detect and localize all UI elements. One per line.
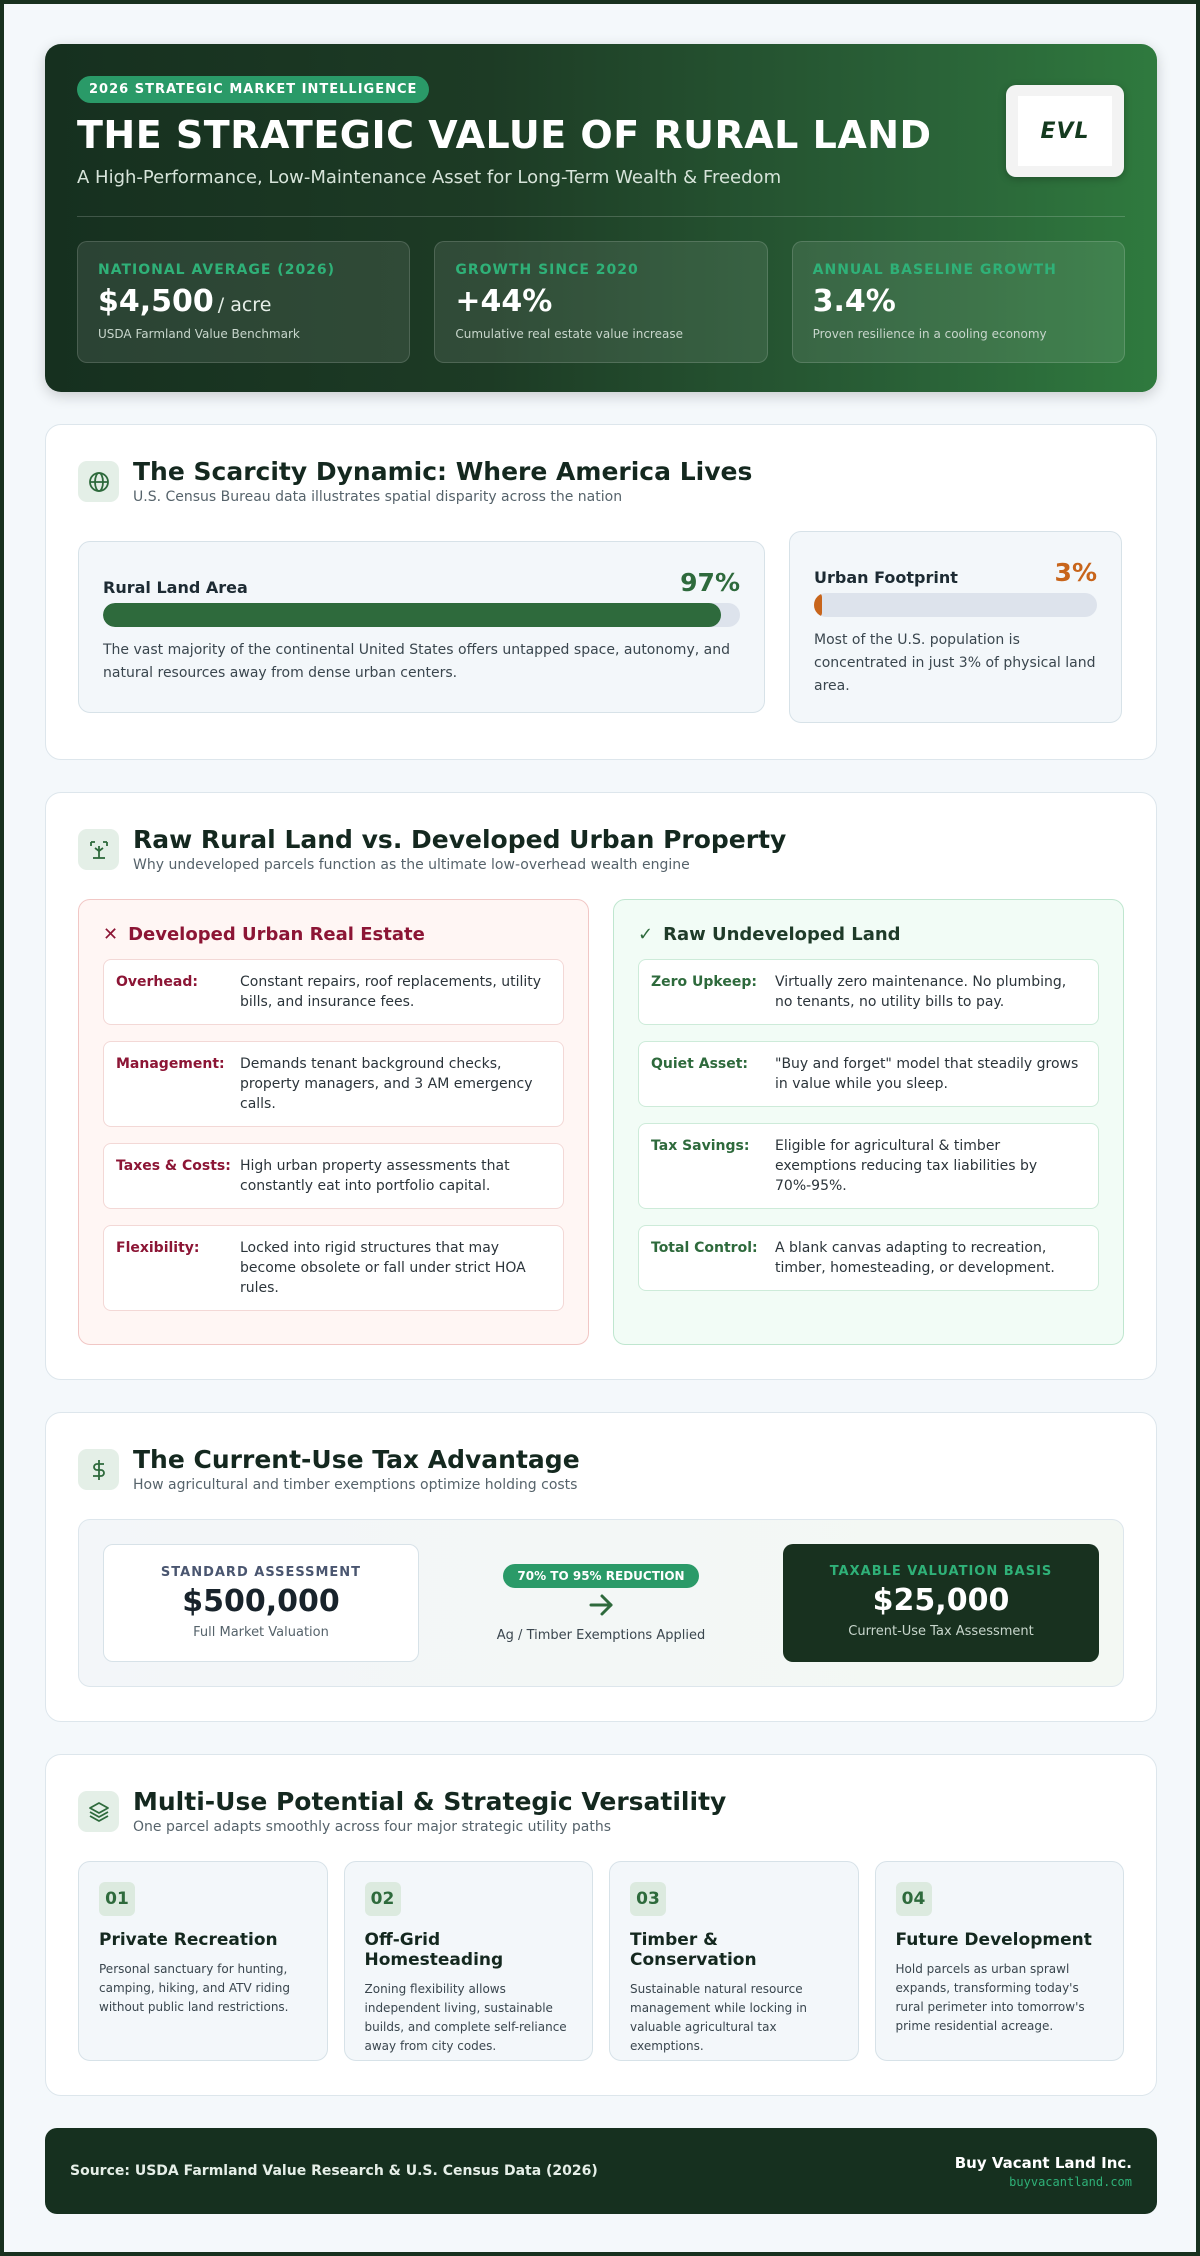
- use-card: [344, 1861, 594, 2061]
- hero-pill: 2026 STRATEGIC MARKET INTELLIGENCE: [77, 76, 429, 103]
- company-logo: [1006, 85, 1124, 177]
- stat-national-average: [77, 241, 410, 363]
- list-item: Quiet Asset: "Buy and forget" model that steadily grows in value while you sleep.: [638, 1041, 1099, 1107]
- reduction-badge: 70% TO 95% REDUCTION: [503, 1564, 698, 1588]
- footer: [45, 2128, 1157, 2214]
- use-title: Private Recreation: [99, 1930, 278, 1950]
- section-header: [78, 1445, 1124, 1493]
- use-number: 01: [99, 1882, 135, 1916]
- use-title: Timber & Conservation: [630, 1930, 757, 1970]
- page-subtitle: A High-Performance, Low-Maintenance Asset for Long-Term Wealth & Freedom: [77, 167, 782, 188]
- list-item: Taxes & Costs: High urban property assessments that constantly eat into portfolio capital.: [103, 1143, 564, 1209]
- hero-divider: [77, 216, 1125, 217]
- use-card: [609, 1861, 859, 2061]
- stat-growth: [434, 241, 767, 363]
- use-number: 02: [365, 1882, 401, 1916]
- section-subtitle: U.S. Census Bureau data illustrates spatial disparity across the nation: [133, 489, 623, 505]
- stat-note: Cumulative real estate value increase: [455, 327, 683, 341]
- standard-assessment-card: [103, 1544, 419, 1662]
- standard-amount: $500,000: [182, 1584, 340, 1619]
- scarcity-section: [45, 424, 1157, 760]
- hero-banner: [45, 44, 1157, 392]
- stat-label: NATIONAL AVERAGE (2026): [98, 262, 336, 278]
- rural-percent: 97%: [680, 568, 740, 597]
- list-item: Flexibility: Locked into rigid structures that may become obsolete or fall under strict HOA rules.: [103, 1225, 564, 1311]
- standard-label: STANDARD ASSESSMENT: [160, 1565, 362, 1580]
- rural-progress-track: [103, 603, 740, 627]
- section-subtitle: One parcel adapts smoothly across four major strategic utility paths: [133, 1819, 612, 1835]
- page-title: THE STRATEGIC VALUE OF RURAL LAND: [77, 113, 932, 157]
- close-icon: ✕: [103, 924, 119, 945]
- standard-caption: Full Market Valuation: [193, 1625, 329, 1640]
- layers-icon: [78, 1791, 119, 1832]
- list-item: Tax Savings: Eligible for agricultural & timber exemptions reducing tax liabilities by 70%-95%.: [638, 1123, 1099, 1209]
- hero-stats: [77, 241, 1125, 363]
- raw-land-column: [613, 899, 1124, 1345]
- list-item: Zero Upkeep: Virtually zero maintenance. No plumbing, no tenants, no utility bills to pay.: [638, 959, 1099, 1025]
- check-icon: ✓: [638, 924, 654, 945]
- section-title: Multi-Use Potential & Strategic Versatility: [133, 1787, 727, 1816]
- rural-description: The vast majority of the continental United States offers untapped space, autonomy, and natural resources away from dense urban centers.: [103, 642, 730, 681]
- stat-note: Proven resilience in a cooling economy: [812, 327, 1047, 341]
- stat-value: 3.4%: [812, 284, 896, 319]
- page: [45, 44, 1157, 2214]
- urban-progress-track: [814, 593, 1097, 617]
- list-item: Overhead: Constant repairs, roof replacements, utility bills, and insurance fees.: [103, 959, 564, 1025]
- stat-label: ANNUAL BASELINE GROWTH: [812, 262, 1057, 278]
- urban-progress-fill: [814, 593, 822, 617]
- rural-progress-fill: [103, 603, 721, 627]
- list-item: Management: Demands tenant background checks, property managers, and 3 AM emergency calls.: [103, 1041, 564, 1127]
- section-subtitle: Why undeveloped parcels function as the ultimate low-overhead wealth engine: [133, 857, 690, 873]
- use-title: Off-Grid Homesteading: [364, 1930, 504, 1970]
- stat-value: +44%: [455, 284, 553, 319]
- urban-footprint-card: [789, 531, 1122, 723]
- section-header: [78, 1787, 1124, 1835]
- logo-text: EVL: [1018, 96, 1112, 166]
- use-number: 04: [896, 1882, 932, 1916]
- use-description: Zoning flexibility allows independent living, sustainable builds, and complete self-reliance away from city codes.: [364, 1982, 567, 2053]
- stat-annual-growth: [792, 241, 1125, 363]
- current-label: TAXABLE VALUATION BASIS: [829, 1564, 1053, 1579]
- current-use-card: [783, 1544, 1099, 1662]
- urban-description: Most of the U.S. population is concentrated in just 3% of physical land area.: [814, 632, 1096, 694]
- arrow-right-icon: [491, 1592, 711, 1622]
- globe-icon: [78, 461, 119, 502]
- land-plot-icon: [78, 829, 119, 870]
- stat-label: GROWTH SINCE 2020: [455, 262, 639, 278]
- use-number: 03: [630, 1882, 666, 1916]
- column-heading: ✕ Developed Urban Real Estate: [103, 924, 425, 945]
- section-subtitle: How agricultural and timber exemptions optimize holding costs: [133, 1477, 578, 1493]
- footer-company: Buy Vacant Land Inc.: [954, 2153, 1132, 2172]
- urban-property-column: [78, 899, 589, 1345]
- use-card: [875, 1861, 1125, 2061]
- stat-value: $4,500 / acre: [98, 284, 272, 319]
- tax-comparison: [78, 1519, 1124, 1687]
- rural-label: Rural Land Area: [103, 578, 248, 597]
- multi-use-section: [45, 1754, 1157, 2096]
- section-title: The Current-Use Tax Advantage: [133, 1445, 580, 1474]
- section-header: [78, 825, 1124, 873]
- current-caption: Current-Use Tax Assessment: [848, 1624, 1034, 1639]
- section-header: [78, 457, 1124, 505]
- dollar-icon: [78, 1449, 119, 1490]
- urban-percent: 3%: [1054, 558, 1097, 587]
- comparison-section: [45, 792, 1157, 1380]
- stat-unit: / acre: [217, 294, 272, 316]
- section-title: Raw Rural Land vs. Developed Urban Property: [133, 825, 787, 854]
- footer-source: Source: USDA Farmland Value Research & U.S. Census Data (2026): [70, 2163, 598, 2179]
- column-heading: ✓ Raw Undeveloped Land: [638, 924, 901, 945]
- use-description: Sustainable natural resource management while locking in valuable agricultural tax exemptions.: [630, 1982, 808, 2053]
- current-amount: $25,000: [872, 1583, 1010, 1618]
- use-card: [78, 1861, 328, 2061]
- reduction-indicator: [491, 1564, 711, 1643]
- use-description: Personal sanctuary for hunting, camping, hiking, and ATV riding without public land restrictions.: [99, 1962, 290, 2014]
- reduction-caption: Ag / Timber Exemptions Applied: [496, 1627, 706, 1643]
- rural-land-card: [78, 541, 765, 713]
- footer-url[interactable]: buyvacantland.com: [1009, 2174, 1132, 2189]
- tax-section: [45, 1412, 1157, 1722]
- list-item: Total Control: A blank canvas adapting to recreation, timber, homesteading, or development.: [638, 1225, 1099, 1291]
- urban-label: Urban Footprint: [814, 568, 958, 587]
- use-description: Hold parcels as urban sprawl expands, transforming today's rural perimeter into tomorrow's prime residential acreage.: [895, 1962, 1085, 2033]
- stat-note: USDA Farmland Value Benchmark: [98, 327, 300, 341]
- section-title: The Scarcity Dynamic: Where America Lives: [133, 457, 753, 486]
- use-title: Future Development: [895, 1930, 1092, 1950]
